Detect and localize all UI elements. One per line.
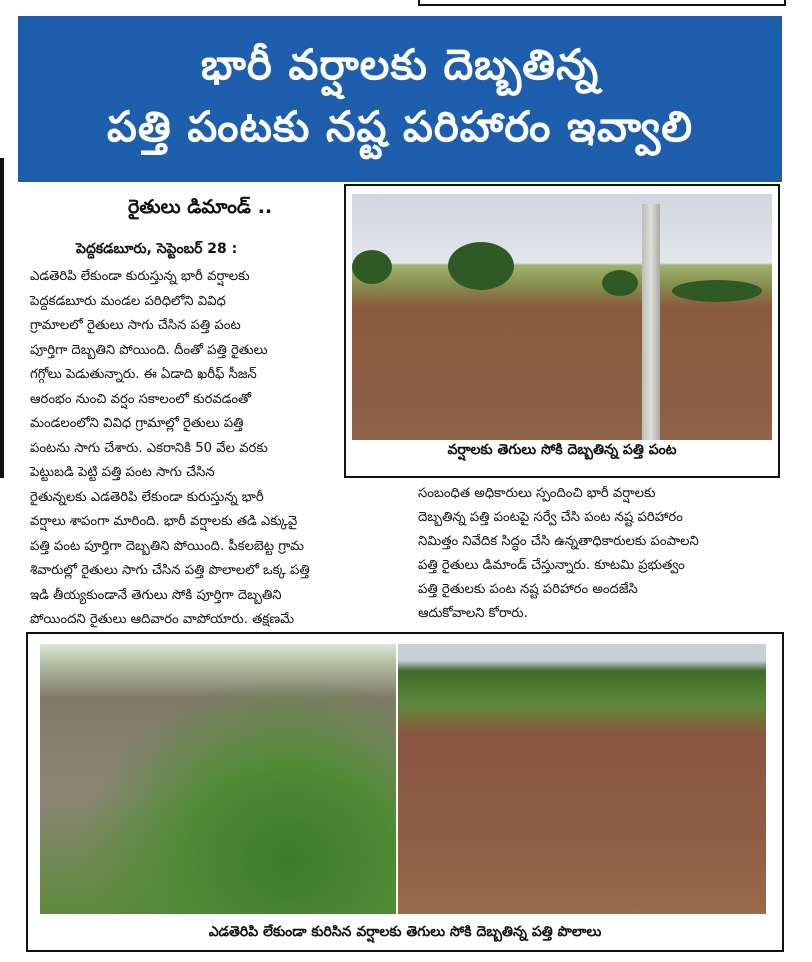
text-line: ఇడి తీయ్యకుండానే తెగులు సోకి పూర్తిగా దెబ్బతిని [30, 587, 282, 603]
text-line: వర్షాలు శాపంగా మారింది. భారీ వర్షాలకు తడి ఎక్కువై [30, 514, 298, 529]
field-photo-right [398, 644, 766, 914]
text-line: పత్తి రైతులకు పంట నష్ట పరిహారం అందజేసి [418, 582, 638, 597]
subheadline: రైతులు డిమాండ్ .. [127, 196, 273, 218]
tree-shape [602, 270, 638, 296]
utility-pole [642, 204, 660, 440]
text-line: మండలంలోని వివిధ గ్రామాల్లో రైతులు పత్తి [30, 416, 244, 431]
text-line: పెట్టుబడి పెట్టి పత్తి పంట సాగు చేసిన [30, 465, 215, 480]
text-line: శివారుల్లో రైతులు సాగు చేసిన పత్తి పొలాలలో ఒక్క పత్తి [30, 563, 310, 578]
headline-line-2: పత్తి పంటకు నష్ట పరిహారం ఇవ్వాలి [107, 102, 693, 151]
photo-cotton-field-1 [344, 184, 780, 478]
text-line: ఎడతెరిపి లేకుండా కురుస్తున్న భారీ వర్షాలకు [30, 269, 250, 284]
text-line: గ్రామాలలో రైతులు సాగు చేసిన పత్తి పంట [30, 318, 241, 333]
text-line: పూర్తిగా దెబ్బతిని పోయింది. దీంతో పత్తి రైతులు [30, 342, 268, 358]
text-line: గగ్గోలు పెడుతున్నారు. ఈ ఏడాది ఖరీఫ్ సీజన్ [30, 367, 257, 382]
text-line: రైతున్నలకు ఎడతెరిపి లేకుండా కురుస్తున్న భారీ [30, 489, 264, 505]
headline-line-1: భారీ వర్షాలకు దెబ్బతిన్న [200, 40, 600, 89]
text-line: పోయిందని రైతులు ఆదివారం వాపోయారు. తక్షణమే [30, 612, 295, 627]
text-line: దెబ్బతిన్న పత్తి పంటపై సర్వే చేసి పంట నష్ట పరిహారం [418, 510, 683, 525]
text-line: ఆరంభం నుంచి వర్షం సకాలంలో కురవడంతో [30, 391, 251, 407]
photo-caption: వర్షాలకు తెగులు సోకి దెబ్బతిన్న పత్తి పంట [447, 442, 677, 458]
text-line: సంబంధిత అధికారులు స్పందించి భారీ వర్షాలకు [418, 486, 656, 501]
text-line: నిమిత్తం నివేదిక సిద్ధం చేసి ఉన్నతాధికారులకు పంపాలని [418, 534, 699, 549]
article-column-1 [30, 265, 350, 633]
left-margin-rule [0, 158, 4, 478]
text-line: పంటను సాగు చేశారు. ఎకరానికి 50 వేల వరకు [30, 440, 268, 456]
text-line: పత్తి రైతులు డిమాండ్ చేస్తున్నారు. కూటమి ప్రభుత్వం [418, 558, 685, 573]
article-column-2 [418, 482, 778, 626]
text-line: ఆదుకోవాలని కోరారు. [418, 606, 528, 621]
tree-shape [352, 250, 392, 284]
text-line: పెద్దకడబూరు మండల పరిధిలోని వివిధ [30, 293, 226, 309]
dateline: పెద్దకడబూరు, సెప్టెంబర్ 28 : [76, 241, 238, 257]
tree-shape [448, 242, 514, 290]
field-photo-left [40, 644, 396, 914]
photo-caption: ఎడతెరిపి లేకుండా కురిసిన వర్షాలకు తెగులు సోకి దెబ్బతిన్న పత్తి పొలాలు [208, 924, 602, 940]
top-frame-edge [418, 0, 786, 6]
tree-shape [672, 280, 762, 302]
text-line: పత్తి పంట పూర్తిగా దెబ్బతిని పోయింది. పీకలబెట్ట గ్రామ [30, 538, 304, 554]
field-photo [352, 194, 772, 440]
headline-banner [18, 16, 782, 182]
photo-cotton-fields-2 [26, 632, 784, 952]
